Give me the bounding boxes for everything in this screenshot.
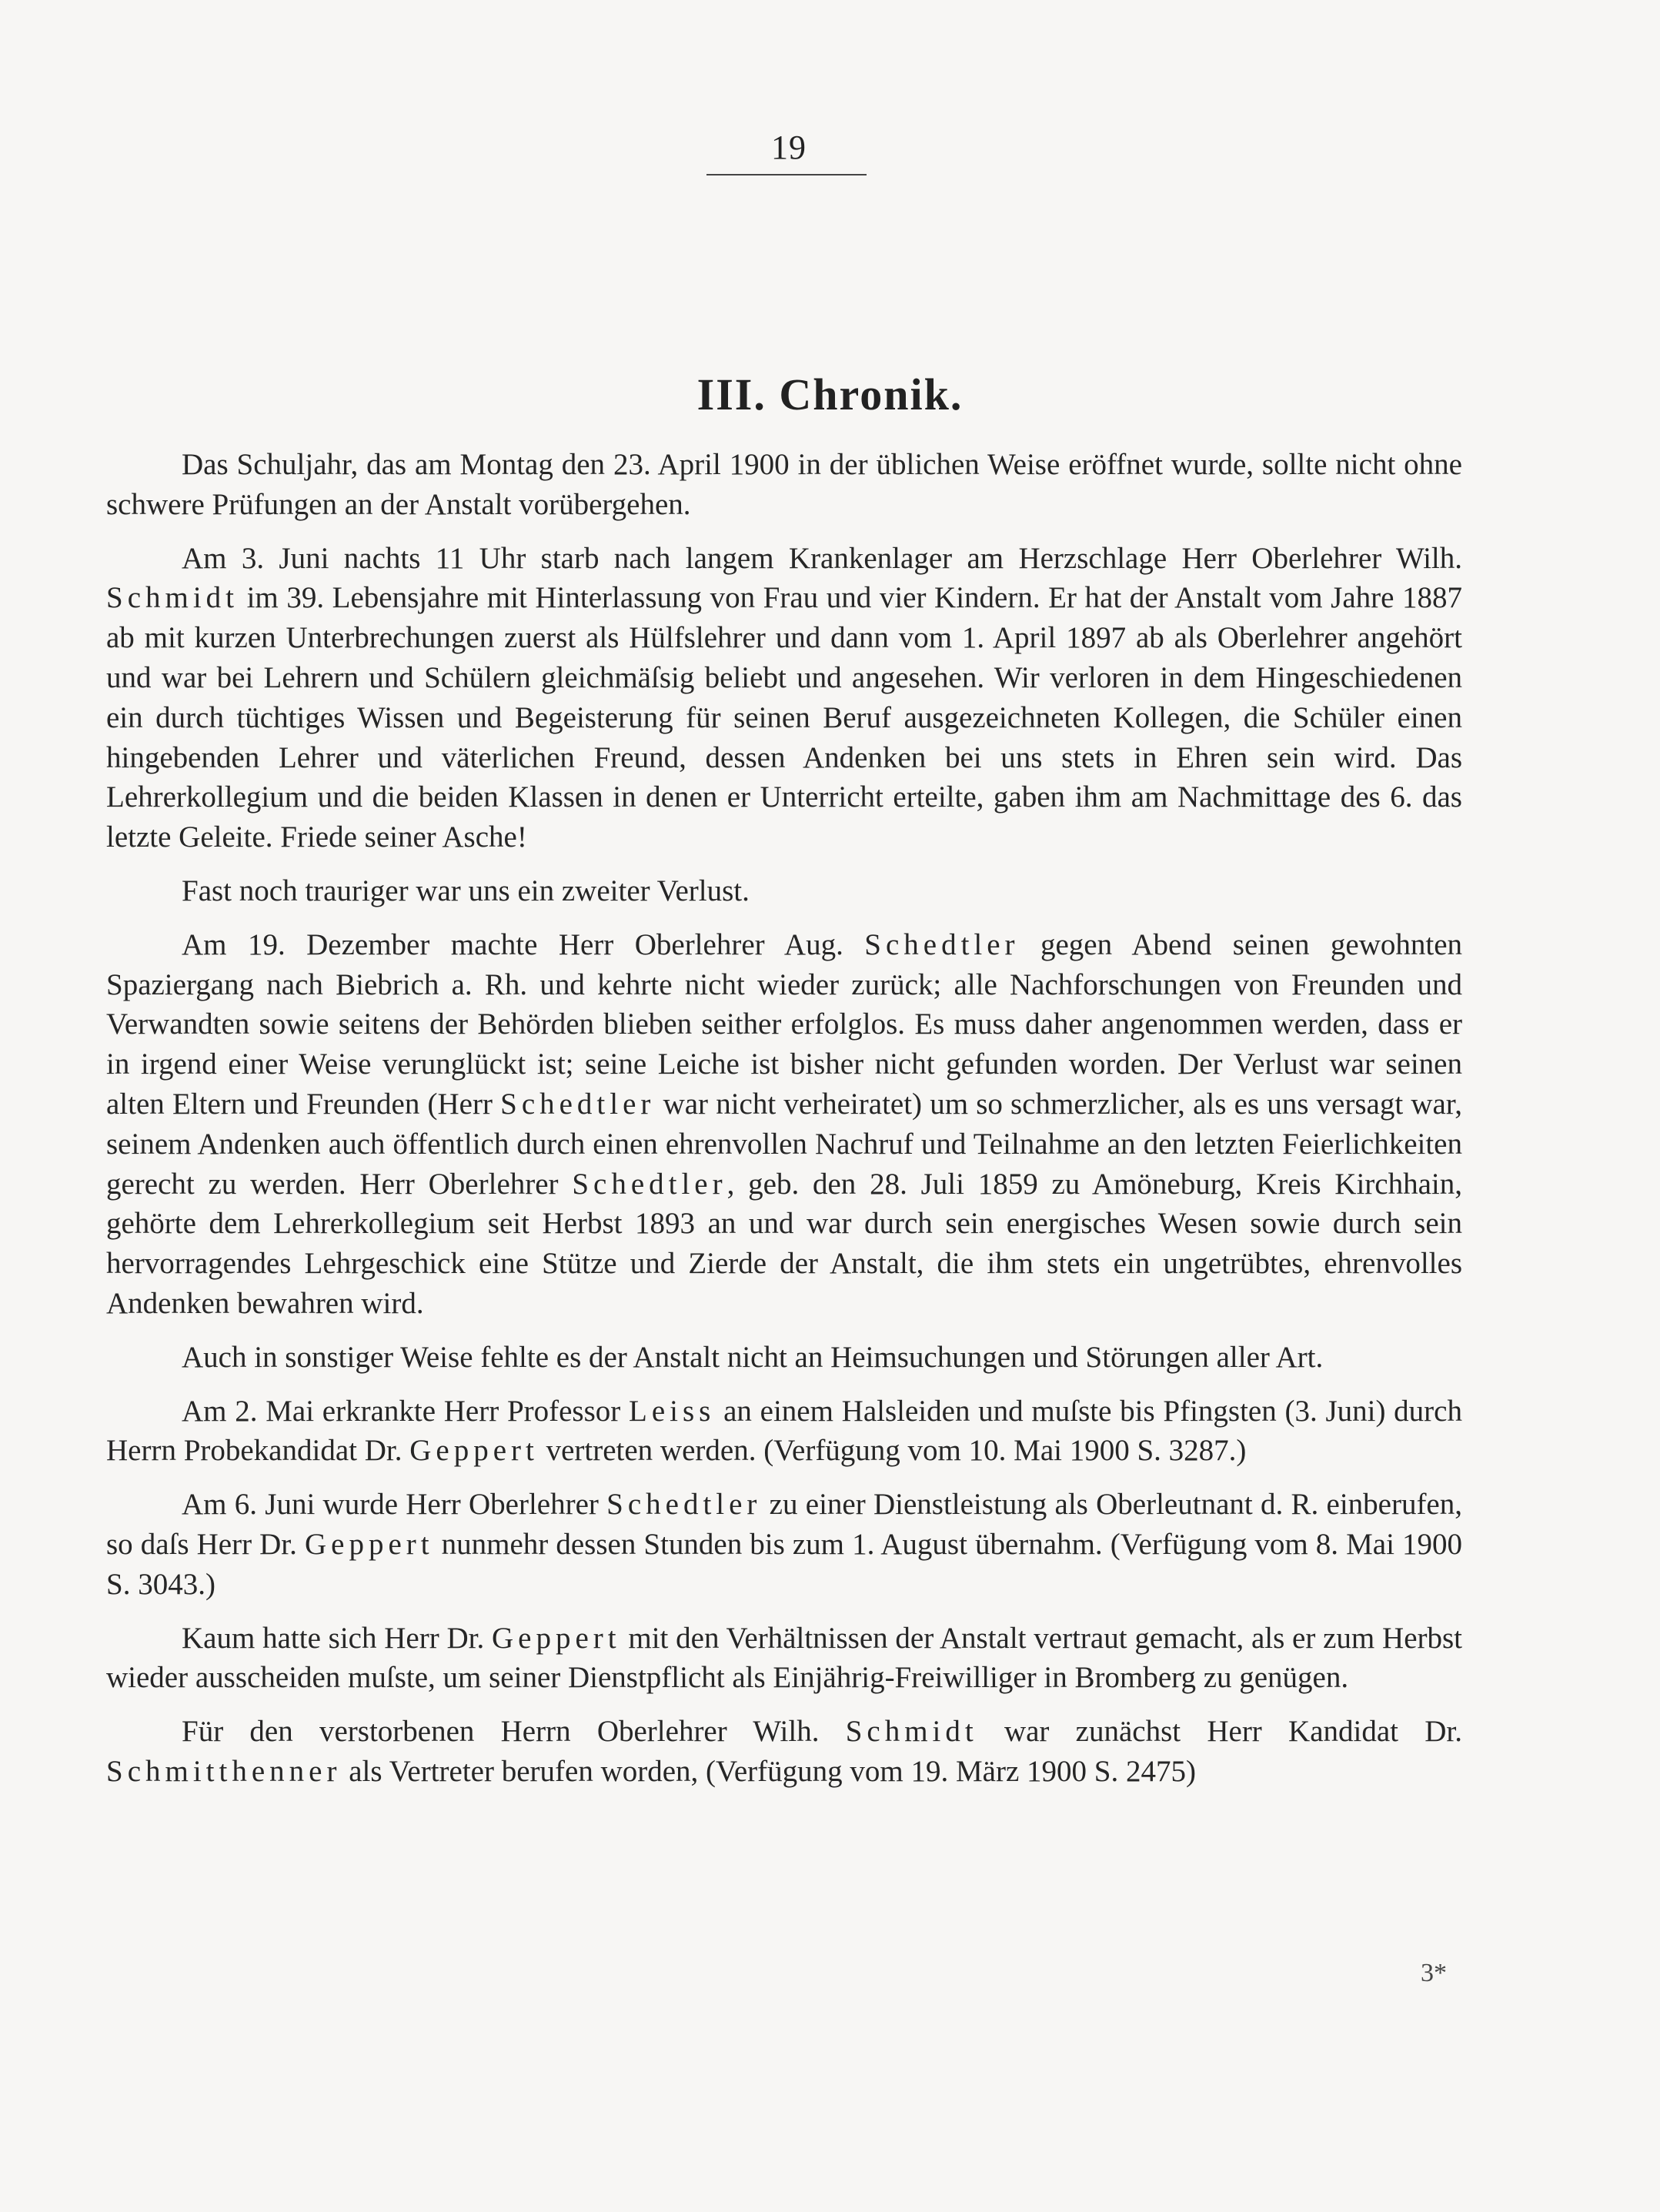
spaced-name: Geppert bbox=[409, 1434, 539, 1468]
chronicle-body bbox=[106, 445, 1462, 1806]
page-number: 19 bbox=[771, 129, 807, 166]
paragraph bbox=[106, 871, 1462, 911]
paragraph-text: Am 6. Juni wurde Herr Oberlehrer bbox=[182, 1488, 607, 1522]
paragraph-text: im 39. Lebensjahre mit Hinterlassung von Frau und vier Kindern. Er hat der Anstalt vom Jahre 1887 ab mit kurzen Unterbrechungen zuerst als Hülfslehrer und dann vom 1. April 1897 ab als Oberlehrer angehört und war bei Lehrern und Schülern gleichmäſsig beliebt und angesehen. Wir verloren in dem Hingeschiedenen ein durch tüchtiges Wissen und Begeisterung für seinen Beruf ausgezeichneten Kollegen, die Schüler einen hingebenden Lehrer und väterlichen Freund, dessen Andenken bei uns stets in Ehren sein wird. Das Lehrerkollegium und die beiden Klassen in denen er Unterricht erteilte, gaben ihm am Nachmittage des 6. das letzte Geleite. Friede seiner Asche! bbox=[106, 581, 1462, 854]
paragraph bbox=[106, 539, 1462, 857]
paragraph-text: an einem Halsleiden und muſste bis Pfingsten (3. Juni) durch Herrn Probekandidat Dr. bbox=[106, 1394, 1462, 1468]
paragraph-text: Das Schuljahr, das am Montag den 23. April 1900 in der üblichen Weise eröffnet wurde, sollte nicht ohne schwere Prüfungen an der Anstalt vorübergehen. bbox=[106, 448, 1462, 521]
paragraph-text: zu einer Dienstleistung als Oberleutnant d. R. einberufen, so daſs Herr Dr. bbox=[106, 1488, 1462, 1561]
paragraph-text: , geb. den 28. Juli 1859 zu Amöneburg, Kreis Kirchhain, gehörte dem Lehrerkollegium seit Herbst 1893 an und war durch sein energisches Wesen sowie durch sein hervorragendes Lehrgeschick eine Stütze und Zierde der Anstalt, die ihm stets ein ungetrübtes, ehrenvolles Andenken bewahren wird. bbox=[106, 1167, 1462, 1320]
paragraph-text: gegen Abend seinen gewohnten Spaziergang nach Biebrich a. Rh. und kehrte nicht wieder zurück; alle Nachforschungen von Freunden und Verwandten sowie seitens der Behörden blieben seither erfolglos. Es muss daher angenommen werden, dass er in irgend einer Weise verunglückt ist; seine Leiche ist bisher nicht gefunden worden. Der Verlust war seinen alten Eltern und Freunden (Herr bbox=[106, 927, 1462, 1121]
paragraph bbox=[106, 925, 1462, 1324]
paragraph bbox=[106, 445, 1462, 525]
paragraph bbox=[106, 1712, 1462, 1792]
spaced-name: Leiss bbox=[629, 1394, 716, 1428]
spaced-name: Schedtler bbox=[572, 1167, 727, 1201]
paragraph bbox=[106, 1485, 1462, 1604]
spaced-name: Schmidt bbox=[845, 1715, 978, 1749]
spaced-name: Schedtler bbox=[606, 1488, 762, 1522]
paragraph bbox=[106, 1619, 1462, 1699]
paragraph-text: Für den verstorbenen Herrn Oberlehrer Wilh. bbox=[182, 1715, 846, 1749]
spaced-name: Schmitthenner bbox=[106, 1754, 342, 1788]
paragraph-text: Am 2. Mai erkrankte Herr Professor bbox=[182, 1394, 630, 1428]
paragraph bbox=[106, 1392, 1462, 1472]
paragraph-text: nunmehr dessen Stunden bis zum 1. August übernahm. (Verfügung vom 8. Mai 1900 S. 3043.) bbox=[106, 1527, 1463, 1601]
paragraph-text: mit den Verhältnissen der Anstalt vertraut gemacht, als er zum Herbst wieder ausscheiden muſste, um seiner Dienstpflicht als Einjährig-Freiwilliger in Bromberg zu genügen. bbox=[106, 1621, 1462, 1695]
spaced-name: Schedtler bbox=[500, 1087, 656, 1121]
paragraph-text: als Vertreter berufen worden, (Verfügung vom 19. März 1900 S. 2475) bbox=[341, 1754, 1196, 1788]
paragraph-text: Am 19. Dezember machte Herr Oberlehrer Aug. bbox=[182, 927, 865, 961]
paragraph-text: Auch in sonstiger Weise fehlte es der Anstalt nicht an Heimsuchungen und Störungen aller Art. bbox=[182, 1340, 1324, 1374]
paragraph-text: Am 3. Juni nachts 11 Uhr starb nach langem Krankenlager am Herzschlage Herr Oberlehrer Wilh. bbox=[182, 541, 1462, 575]
paragraph bbox=[106, 1338, 1462, 1378]
signature-mark: 3* bbox=[1421, 1959, 1447, 1987]
chapter-title: III. Chronik. bbox=[696, 369, 964, 419]
spaced-name: Geppert bbox=[304, 1527, 434, 1561]
spaced-name: Schedtler bbox=[864, 927, 1020, 961]
paragraph-text: war zunächst Herr Kandidat Dr. bbox=[977, 1715, 1462, 1749]
paragraph-text: war nicht verheiratet) um so schmerzlicher, als es uns versagt war, seinem Andenken auch öffentlich durch einen ehrenvollen Nachruf und Teilnahme an den letzten Feierlichkeiten gerecht zu werden. Herr Oberlehrer bbox=[106, 1087, 1462, 1201]
page-number-rule bbox=[706, 174, 867, 175]
paragraph-text: vertreten werden. (Verfügung vom 10. Mai 1900 S. 3287.) bbox=[538, 1434, 1247, 1468]
paragraph-text: Fast noch trauriger war uns ein zweiter Verlust. bbox=[182, 874, 750, 907]
spaced-name: Schmidt bbox=[106, 581, 239, 615]
paragraph-text: Kaum hatte sich Herr Dr. bbox=[182, 1621, 492, 1655]
spaced-name: Geppert bbox=[492, 1621, 621, 1655]
